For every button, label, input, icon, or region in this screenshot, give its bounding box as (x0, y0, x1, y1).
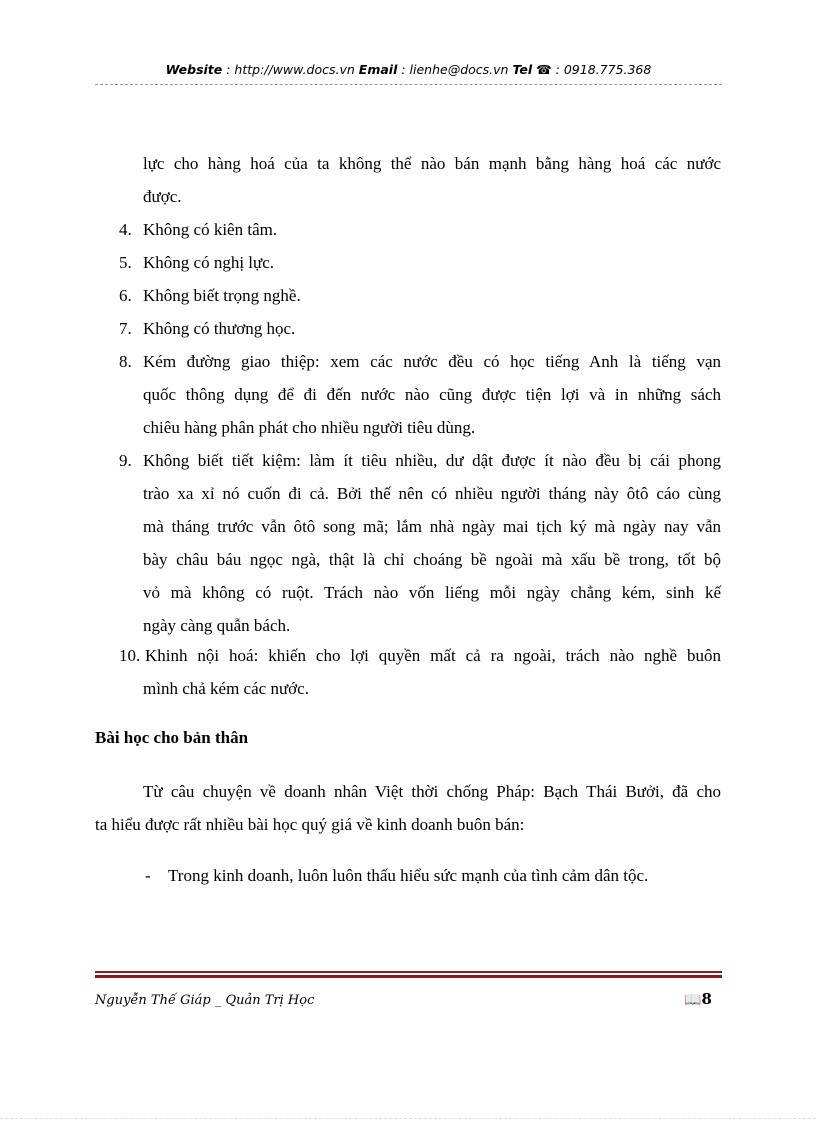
bullet-dash: - (145, 866, 151, 885)
list-item-number: 8. (119, 352, 132, 371)
list-item-number: 5. (119, 253, 132, 272)
list-item-number: 9. (119, 451, 132, 470)
tel-value: : 0918.775.368 (551, 62, 652, 77)
book-icon: 📖 (684, 992, 702, 1008)
section-heading: Bài học cho bản thân (95, 728, 249, 747)
list-item-number: 6. (119, 286, 132, 305)
email-link[interactable]: : lienhe@docs.vn (397, 62, 513, 77)
list-item-line: quốc thông dụng để đi đến nước nào cũng được tiện lợi và in những sách (143, 385, 721, 404)
list-item-line: chiêu hàng phân phát cho nhiều người tiêu dùng. (143, 418, 476, 437)
list-item-line: vỏ mà không có ruột. Trách nào vốn liếng mỗi ngày chẳng kém, sinh kế (143, 583, 721, 602)
paragraph-line: Từ câu chuyện về doanh nhân Việt thời chống Pháp: Bạch Thái Bưởi, đã cho (143, 782, 721, 801)
list-item: Không có kiên tâm. (143, 220, 278, 239)
list-item: Không có nghị lực. (143, 253, 275, 272)
list-item-line: Không biết tiết kiệm: làm ít tiêu nhiều, dư dật được ít nào đều bị cái phong (143, 451, 721, 470)
tel-label: Tel (512, 62, 533, 77)
header-divider (95, 84, 722, 85)
phone-icon: ☎ (536, 62, 552, 77)
list-item-number: 10. (119, 646, 141, 665)
list-item-number: 7. (119, 319, 132, 338)
intro-line: lực cho hàng hoá của ta không thể nào bán mạnh bằng hàng hoá các nước (143, 154, 721, 173)
page-number-value: 8 (701, 990, 712, 1008)
list-item-line: mình chả kém các nước. (143, 679, 309, 698)
list-item-line: Khinh nội hoá: khiến cho lợi quyền mất cả ra ngoài, trách nào nghề buôn (145, 646, 721, 665)
footer-divider (95, 971, 722, 978)
list-item-line: ngày càng quẫn bách. (143, 616, 291, 635)
paragraph-line: ta hiểu được rất nhiều bài học quý giá về kinh doanh buôn bán: (95, 815, 525, 834)
bullet-item: Trong kinh doanh, luôn luôn thấu hiểu sức mạnh của tình cảm dân tộc. (168, 866, 649, 885)
list-item-line: Kém đường giao thiệp: xem các nước đều có học tiếng Anh là tiếng vạn (143, 352, 721, 371)
page-header (95, 62, 722, 77)
website-link[interactable]: : http://www.docs.vn (222, 62, 359, 77)
list-item-line: trào xa xỉ nó cuốn đi cả. Bởi thế nên có nhiều người tháng này ôtô cáo cùng (143, 484, 721, 503)
page-number (684, 990, 712, 1008)
footer-author: Nguyễn Thế Giáp _ Quản Trị Học (95, 993, 315, 1008)
list-item-line: bày châu báu ngọc ngà, thật là chỉ choáng bề ngoài mà xấu bề trong, tốt bộ (143, 550, 721, 569)
list-item-number: 4. (119, 220, 132, 239)
list-item: Không biết trọng nghề. (143, 286, 301, 305)
intro-line: được. (143, 187, 182, 206)
list-item-line: mà tháng trước vẫn ôtô song mã; lắm nhà ngày mai tịch ký mà ngày nay vẫn (143, 517, 721, 536)
email-label: Email (358, 62, 398, 77)
page-bottom-border (0, 1118, 816, 1119)
website-label: Website (165, 62, 223, 77)
list-item: Không có thương học. (143, 319, 296, 338)
